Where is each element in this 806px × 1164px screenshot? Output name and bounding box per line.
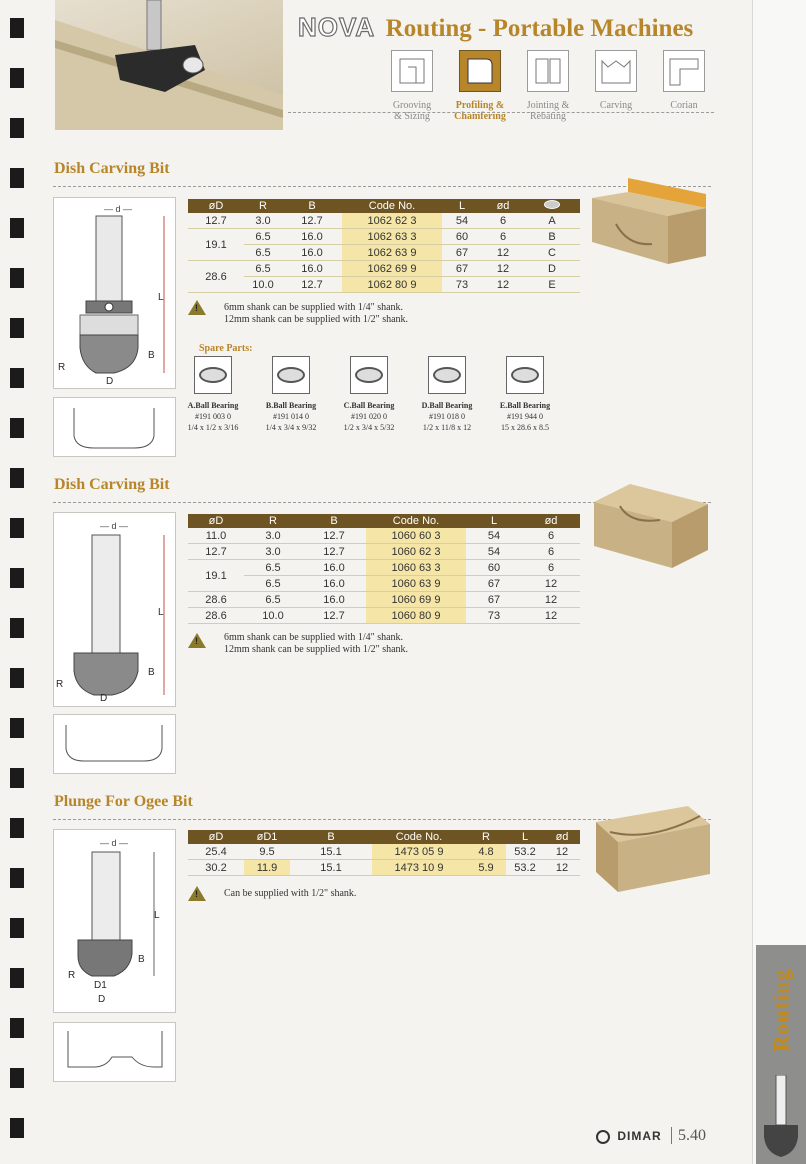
page-number: 5.40 [671, 1127, 706, 1144]
bit-drawing: — d — L B R D1 D [53, 829, 176, 1013]
bit-drawing: — d — L B R D [53, 512, 176, 707]
binding-hole [10, 468, 24, 488]
cut-profile [53, 397, 176, 457]
bearing-icon [524, 199, 580, 213]
spec-table: øD R B Code No. L ød 11.0 3.0 12.7 1060 60 3 54 6 12.7 3.0 12.7 1060 62 3 54 6 19.1 6.5 16.0 1060 63 3 60 6 6.5 16.0 1060 63 9 67 12 28.6 6.5 16.0 1060 69 9 67 12 28.6 10.0 12.7 1060 80 9 73 12 [188, 514, 580, 624]
binding-hole [10, 268, 24, 288]
ball-bearing-icon [350, 356, 388, 394]
spare-parts-title: Spare Parts: [199, 343, 253, 354]
category-nav [384, 50, 714, 140]
wood-sample [590, 480, 714, 570]
grooving-icon [391, 50, 433, 92]
svg-text:— d —: — d — [100, 838, 129, 848]
wood-sample [588, 172, 712, 270]
table-row: 28.6 10.0 12.7 1060 80 9 73 12 [188, 608, 580, 624]
binding-hole [10, 868, 24, 888]
ball-bearing-icon [428, 356, 466, 394]
router-bit-icon [756, 1075, 806, 1164]
binding-hole [10, 318, 24, 338]
carving-icon [595, 50, 637, 92]
spare-part: B.Ball Bearing #191 014 0 1/4 x 3/4 x 9/32 [250, 356, 332, 433]
category-corian[interactable]: Corian [656, 50, 712, 111]
spare-part: A.Ball Bearing #191 003 0 1/4 x 1/2 x 3/16 [172, 356, 254, 433]
binding-hole [10, 568, 24, 588]
binding-hole [10, 768, 24, 788]
binding-hole [10, 118, 24, 138]
router-photo [55, 0, 283, 130]
spec-table: øD øD1 B Code No. R L ød 25.4 9.5 15.1 1473 05 9 4.8 53.2 12 30.2 11.9 15.1 1473 10 9 5.9 53.2 12 [188, 830, 580, 876]
table-row: 28.6 6.5 16.0 1062 69 9 67 12 D [188, 261, 580, 277]
warning-icon: ! [188, 886, 206, 901]
table-row: 10.0 12.7 1062 80 9 73 12 E [188, 277, 580, 293]
category-jointing[interactable]: Jointing & Rebating [520, 50, 576, 122]
spec-table: øD R B Code No. L ød 12.7 3.0 12.7 1062 62 3 54 6 A 19.1 6.5 16.0 1062 63 3 60 6 B 6.5 16.0 1062 63 9 67 12 C 28.6 6.5 16.0 1062 69 9 67 12 D 10.0 12.7 1062 80 9 73 12 E [188, 199, 580, 293]
spiral-binding [0, 0, 44, 1164]
table-row: 19.1 6.5 16.0 1062 63 3 60 6 B [188, 229, 580, 245]
cut-profile [53, 1022, 176, 1082]
binding-hole [10, 668, 24, 688]
table-row: 19.1 6.5 16.0 1060 63 3 60 6 [188, 560, 580, 576]
table-row: 12.7 3.0 12.7 1062 62 3 54 6 A [188, 213, 580, 229]
table-row: 25.4 9.5 15.1 1473 05 9 4.8 53.2 12 [188, 844, 580, 860]
table-row: 30.2 11.9 15.1 1473 10 9 5.9 53.2 12 [188, 860, 580, 876]
section-title: Dish Carving Bit [54, 476, 170, 493]
binding-hole [10, 68, 24, 88]
binding-hole [10, 1018, 24, 1038]
warning-icon: ! [188, 633, 206, 648]
spare-part: D.Ball Bearing #191 018 0 1/2 x 11/8 x 12 [406, 356, 488, 433]
jointing-icon [527, 50, 569, 92]
table-row: 28.6 6.5 16.0 1060 69 9 67 12 [188, 592, 580, 608]
svg-text:— d —: — d — [100, 521, 129, 531]
binding-hole [10, 218, 24, 238]
spare-part: E.Ball Bearing #191 944 0 15 x 28.6 x 8.5 [484, 356, 566, 433]
binding-hole [10, 418, 24, 438]
ball-bearing-icon [272, 356, 310, 394]
corian-icon [663, 50, 705, 92]
page-title: Routing - Portable Machines [385, 15, 694, 42]
shank-note: 6mm shank can be supplied with 1/4" shank. 12mm shank can be supplied with 1/2" shank. [224, 302, 409, 325]
bit-drawing: — d — L B R D [53, 197, 176, 389]
page-header [298, 12, 693, 43]
section-tab-label: Routing [768, 968, 794, 1052]
table-row: 11.0 3.0 12.7 1060 60 3 54 6 [188, 528, 580, 544]
binding-hole [10, 368, 24, 388]
table-row: 6.5 16.0 1060 63 9 67 12 [188, 576, 580, 592]
shank-note: Can be supplied with 1/2" shank. [224, 888, 357, 899]
binding-hole [10, 1068, 24, 1088]
binding-hole [10, 968, 24, 988]
category-carving[interactable]: Carving [588, 50, 644, 111]
dimar-logo-icon [596, 1130, 610, 1144]
binding-hole [10, 18, 24, 38]
binding-hole [10, 818, 24, 838]
footer-brand: DIMAR [617, 1129, 662, 1143]
table-row: 6.5 16.0 1062 63 9 67 12 C [188, 245, 580, 261]
warning-icon: ! [188, 300, 206, 315]
cut-profile [53, 714, 176, 774]
binding-hole [10, 618, 24, 638]
spare-part: C.Ball Bearing #191 020 0 1/2 x 3/4 x 5/32 [328, 356, 410, 433]
profiling-icon [459, 50, 501, 92]
binding-hole [10, 518, 24, 538]
section-title: Plunge For Ogee Bit [54, 793, 193, 810]
shank-note: 6mm shank can be supplied with 1/4" shank. 12mm shank can be supplied with 1/2" shank. [224, 632, 409, 655]
header-divider [288, 112, 714, 113]
binding-hole [10, 1118, 24, 1138]
ball-bearing-icon [194, 356, 232, 394]
table-row: 12.7 3.0 12.7 1060 62 3 54 6 [188, 544, 580, 560]
ball-bearing-icon [506, 356, 544, 394]
binding-hole [10, 168, 24, 188]
section-title: Dish Carving Bit [54, 160, 170, 177]
svg-text:— d —: — d — [104, 204, 133, 214]
category-grooving[interactable]: Grooving & Sizing [384, 50, 440, 122]
binding-hole [10, 718, 24, 738]
binding-hole [10, 918, 24, 938]
brand-logo: NOVA [298, 12, 376, 42]
category-profiling[interactable]: Profiling & Chamfering [452, 50, 508, 122]
wood-sample [590, 802, 714, 898]
page-footer [596, 1127, 706, 1145]
